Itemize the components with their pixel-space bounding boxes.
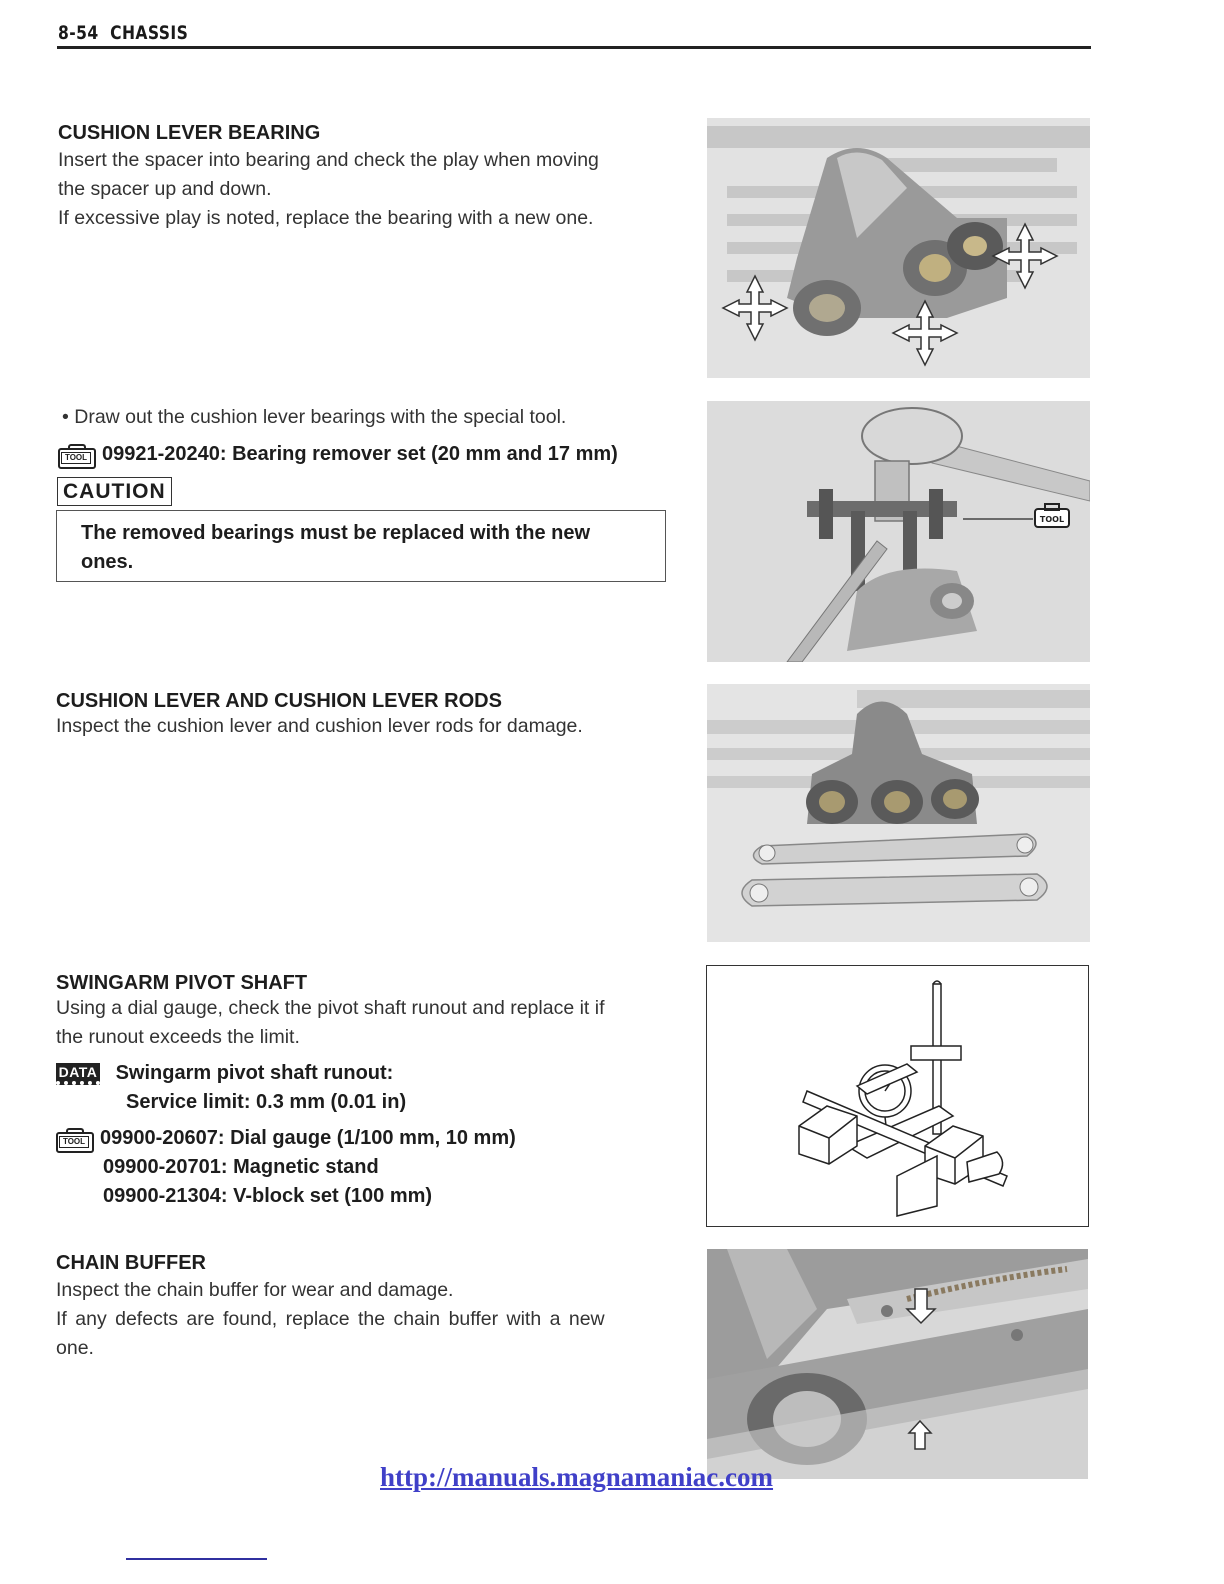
cushion-lever-bearing-photo: [707, 118, 1090, 378]
spec-limit: Service limit: 0.3 mm (0.01 in): [126, 1091, 407, 1113]
footer-link[interactable]: http://manuals.magnamaniac.com: [380, 1462, 774, 1492]
cushion-lever-rods-title: CUSHION LEVER AND CUSHION LEVER RODS: [56, 690, 502, 712]
cushion-lever-rods-text: Inspect the cushion lever and cushion lever rods for damage.: [56, 715, 583, 737]
tool-callout-label: TOOL: [1039, 515, 1065, 524]
runout-spec: [56, 1059, 393, 1088]
text-line: the spacer up and down.: [58, 178, 272, 200]
section-title: CHASSIS: [110, 22, 189, 44]
tool-icon: TOOL: [58, 444, 94, 466]
text-line: If any defects are found, replace the chain buffer with a new: [56, 1308, 605, 1330]
swingarm-pivot-shaft-title: SWINGARM PIVOT SHAFT: [56, 972, 308, 994]
chain-buffer-photo: [707, 1249, 1088, 1479]
bearing-remover-tool-line: [58, 440, 618, 469]
dial-gauge-diagram: [706, 965, 1089, 1227]
cushion-lever-bearing-text: [58, 146, 678, 233]
text-line: the runout exceeds the limit.: [56, 1026, 300, 1048]
text-line: one.: [56, 1337, 94, 1359]
cushion-lever-bearing-title: CUSHION LEVER BEARING: [58, 122, 321, 144]
spec-title: Swingarm pivot shaft runout:: [115, 1062, 394, 1084]
footer-rule: [126, 1558, 267, 1560]
text-line: Inspect the chain buffer for wear and damage.: [56, 1279, 454, 1301]
caution-line: ones.: [81, 551, 134, 573]
tool-icon: TOOL: [56, 1128, 92, 1150]
tool-item: 09900-21304: V-block set (100 mm): [103, 1185, 433, 1207]
text-line: If excessive play is noted, replace the bearing with a new one.: [58, 207, 594, 229]
bearing-removal-bullet: • Draw out the cushion lever bearings with the special tool.: [62, 406, 567, 428]
text-line: Using a dial gauge, check the pivot shaft runout and replace it if: [56, 997, 605, 1019]
page-header: [58, 22, 188, 44]
text-line: Insert the spacer into bearing and check the play when moving: [58, 149, 599, 171]
chain-buffer-title: CHAIN BUFFER: [56, 1252, 206, 1274]
data-icon: DATA: [56, 1063, 100, 1085]
tool-item: 09900-20701: Magnetic stand: [103, 1156, 379, 1178]
chain-buffer-text: [56, 1276, 670, 1363]
page-number: 8-54: [58, 22, 99, 44]
pivot-tool-list: [56, 1124, 516, 1211]
tool-item: 09900-20607: Dial gauge (1/100 mm, 10 mm): [100, 1127, 516, 1149]
bearing-remover-photo: [707, 401, 1090, 662]
caution-line: The removed bearings must be replaced with the new: [81, 522, 591, 544]
swingarm-pivot-shaft-text: [56, 994, 676, 1052]
caution-box: [56, 510, 666, 582]
tool-spec: 09921-20240: Bearing remover set (20 mm and 17 mm): [102, 443, 618, 465]
header-rule: [57, 46, 1091, 49]
caution-label: CAUTION: [57, 477, 172, 506]
cushion-lever-rods-photo: [707, 684, 1090, 942]
